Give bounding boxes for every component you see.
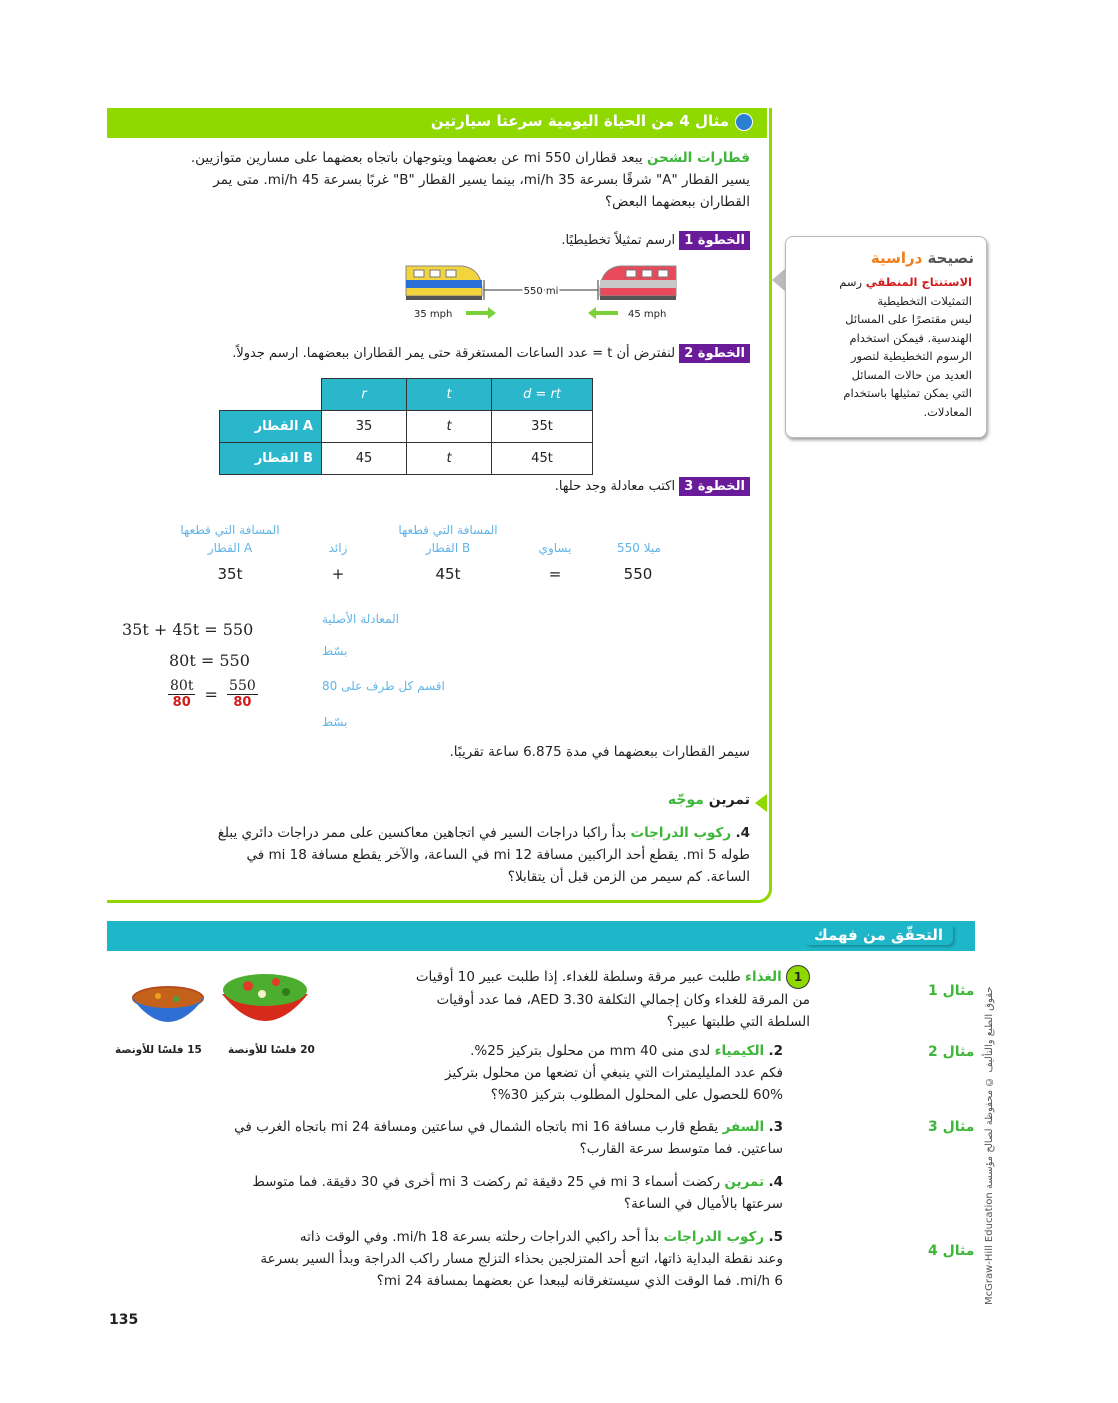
solution-note-2: بسّط: [322, 644, 348, 658]
tip-title-a: نصيحة: [927, 249, 974, 267]
question-3: [150, 1116, 783, 1160]
step-1: [561, 231, 750, 250]
verbal-distance-b: [378, 521, 518, 557]
problem-title: قطارات الشحن: [646, 150, 750, 166]
question-topic: ركوب الدراجات: [630, 825, 732, 841]
verbal-label: المسافة التي قطعها: [398, 523, 498, 537]
salad-bowl-icon: [222, 974, 308, 1021]
eq-term: 45t: [435, 565, 461, 583]
table-row: [220, 411, 593, 443]
question-line: طلبت عبير مرقة وسلطة للغداء. إذا طلبت عبير 10 أوقيات: [415, 969, 741, 985]
solution-line-1: 35t + 45t = 550: [122, 620, 254, 639]
table-cell: 45: [322, 443, 407, 475]
tip-line: المعادلات.: [923, 404, 972, 419]
speed-b-label: 45 mph: [628, 309, 667, 320]
row-label: القطار B: [220, 443, 322, 475]
tip-line: التي يمكن تمثيلها باستخدام: [843, 386, 972, 400]
question-line: فكم عدد المليليمترات التي ينبغي أن تضعها من محلول بتركيز: [445, 1065, 783, 1081]
question-number: 3.: [768, 1119, 783, 1135]
problem-line: يبعد قطاران 550 mi عن بعضهما ويتوجهان باتجاه بعضهما على مسارين متوازيين.: [190, 150, 643, 166]
fraction-numerator: 550: [229, 678, 256, 694]
question-2: [380, 1040, 783, 1106]
guided-title-a: تمرين: [708, 792, 750, 808]
question-line: ساعتين. فما متوسط سرعة القارب؟: [579, 1141, 783, 1157]
example-problem: [125, 147, 750, 213]
eq-term: 35t: [217, 565, 243, 583]
table-header: d = rt: [492, 379, 593, 411]
step-1-text: ارسم تمثيلاً تخطيطيًا.: [561, 233, 676, 248]
question-line: لدى منى 40 mm من محلول بتركيز 25%.: [470, 1043, 711, 1059]
question-line: 6 mi/h. فما الوقت الذي سيستغرقانه ليبعدا عن بعضهما بمسافة 24 mi؟: [376, 1273, 783, 1289]
solution-line-3: [168, 678, 258, 710]
question-number-badge: 1: [786, 965, 810, 989]
question-1: [320, 965, 810, 1033]
step-3-text: اكتب معادلة وجد حلها.: [554, 479, 676, 494]
guided-title-b: موجّه: [667, 792, 704, 808]
left-arrow-icon: [588, 307, 618, 319]
step-2-badge: الخطوة 2: [679, 344, 750, 363]
guided-practice-title: [600, 792, 750, 808]
question-line: بدأ راكبا دراجات السير في اتجاهين معاكسين على ممر دراجات دائري يبلغ: [217, 825, 627, 841]
tip-line: التمثيلات التخطيطية: [877, 293, 972, 308]
question-line: من المرقة للغداء وكان إجمالي التكلفة 3.30 AED، فما عدد أوقيات: [436, 992, 810, 1008]
tip-line: الرسوم التخطيطية لتصور: [850, 349, 972, 363]
verbal-equals: يساوي: [538, 541, 572, 555]
question-line: 60% للحصول على المحلول المطلوب بتركيز 30%؟: [490, 1087, 783, 1103]
tip-body: [786, 271, 986, 423]
table-cell: 35: [322, 411, 407, 443]
fraction-denominator: 80: [233, 695, 252, 710]
tip-title-b: دراسية: [870, 249, 923, 267]
example-header-text: مثال 4 من الحياة اليومية سرعتا سيارتين: [430, 112, 729, 130]
soup-bowl-icon: [132, 986, 204, 1022]
verbal-plus: زائد: [328, 541, 348, 555]
question-topic: ركوب الدراجات: [663, 1229, 765, 1245]
example-ref-2: مثال 2: [928, 1044, 975, 1060]
speed-a-label: 35 mph: [414, 309, 453, 320]
tip-lead: الاستنتاج المنطقي: [865, 275, 972, 289]
table-header: t: [407, 379, 492, 411]
fraction-right: [227, 678, 258, 710]
fraction-denominator: 80: [172, 695, 191, 710]
train-b-icon: [600, 266, 676, 300]
tip-line: العديد من حالات المسائل: [851, 367, 972, 382]
verbal-distance-a: [160, 521, 300, 557]
question-number: 2.: [768, 1043, 783, 1059]
question-line: الساعة. كم سيمر من الزمن قبل أن يتقابلا؟: [507, 869, 750, 885]
solution-note-3: اقسم كل طرف على 80: [322, 679, 445, 693]
globe-icon: [735, 113, 753, 131]
question-topic: تمرين: [724, 1174, 765, 1190]
page-number: 135: [109, 1312, 139, 1328]
eq-plus: +: [331, 565, 345, 583]
soup-price: 15 فلسًا للأونصة: [115, 1044, 202, 1056]
problem-line: يسير القطار "A" شرقًا بسرعة 35 mi/h، بينما يسير القطار "B" غربًا بسرعة 45 mi/h. متى يمر: [213, 172, 750, 188]
question-topic: السفر: [722, 1119, 765, 1135]
tip-title: [786, 237, 986, 271]
example-ref-1: مثال 1: [928, 983, 975, 999]
distance-label: 550 mi: [523, 286, 559, 297]
solution-note-4: بسّط: [322, 715, 348, 729]
solution-note-1: المعادلة الأصلية: [322, 612, 400, 626]
question-number: 4.: [768, 1174, 783, 1190]
step-2: [232, 344, 750, 363]
salad-price: 20 فلسًا للأونصة: [228, 1044, 315, 1056]
question-topic: الكيمياء: [714, 1043, 765, 1059]
right-arrow-icon: [466, 307, 496, 319]
copyright-side-text: McGraw-Hill Education حقوق الطبع والتأليف © محفوظة لصالح مؤسسة: [984, 986, 995, 1305]
question-topic: الغذاء: [745, 969, 782, 985]
conclusion: سيمر القطارات ببعضهما في مدة 6.875 ساعة تقريبًا.: [449, 744, 750, 760]
table-row: [220, 443, 593, 475]
question-line: السلطة التي طلبتها عبير؟: [666, 1014, 810, 1030]
verbal-total: 550 ميلا: [617, 541, 661, 555]
example-box: [107, 108, 772, 903]
question-line: يقطع قارب مسافة 16 mi باتجاه الشمال في ساعتين ومسافة 24 mi باتجاه الغرب في: [234, 1119, 719, 1135]
example-ref-4: مثال 4: [928, 1243, 975, 1259]
train-diagram: [400, 258, 690, 324]
table-header-row: [220, 379, 593, 411]
table-cell: t: [407, 411, 492, 443]
study-tip: [785, 236, 987, 438]
question-line: سرعتها بالأميال في الساعة؟: [623, 1196, 783, 1212]
train-a-icon: [406, 266, 482, 300]
rate-table: [219, 378, 593, 475]
verbal-label: المسافة التي قطعها: [180, 523, 280, 537]
tip-line: الهندسية. فيمكن استخدام: [849, 330, 972, 345]
question-4: [150, 1171, 783, 1215]
solution-line-2: 80t = 550: [169, 651, 250, 670]
question-number: 4.: [735, 825, 750, 841]
table-header: r: [322, 379, 407, 411]
tip-pointer: [772, 268, 786, 292]
fraction-left: [168, 678, 195, 710]
eq-total: 550: [623, 565, 653, 583]
question-line: وعند نقطة البداية ذاتها، اتبع أحد المتزلجين بحذاء التزلج مسار راكب الدراجة وبدأ السير بسرعة: [260, 1251, 783, 1267]
tip-line: رسم: [839, 275, 863, 289]
check-understanding-title: التحقّق من فهمك: [804, 925, 953, 945]
verbal-label: القطار B: [425, 541, 471, 555]
step-1-badge: الخطوة 1: [679, 231, 750, 250]
example-ref-3: مثال 3: [928, 1119, 975, 1135]
verbal-label: القطار A: [207, 541, 253, 555]
step-2-text: لنفترض أن t = عدد الساعات المستغرقة حتى يمر القطاران ببعضهما. ارسم جدولاً.: [232, 346, 676, 361]
row-label: القطار A: [220, 411, 322, 443]
problem-line: القطاران ببعضهما البعض؟: [605, 194, 750, 210]
step-3-badge: الخطوة 3: [679, 477, 750, 496]
check-understanding-bar: [107, 921, 975, 951]
question-number: 5.: [768, 1229, 783, 1245]
example-header: [107, 108, 767, 138]
table-cell: 35t: [492, 411, 593, 443]
step-3: [555, 477, 750, 496]
equals-sign: =: [204, 684, 218, 704]
question-5: [130, 1226, 783, 1292]
table-cell: 45t: [492, 443, 593, 475]
fraction-numerator: 80t: [170, 678, 194, 694]
guided-pointer: [755, 794, 767, 812]
question-line: ركضت أسماء 3 mi في 25 دقيقة ثم ركضت 3 mi أخرى في 30 دقيقة. فما متوسط: [252, 1174, 721, 1190]
tip-line: ليس مقتصرًا على المسائل: [845, 312, 972, 326]
eq-equals: =: [548, 565, 562, 583]
bowls-illustration: [130, 968, 320, 1040]
guided-problem: [125, 822, 750, 888]
table-cell: t: [407, 443, 492, 475]
question-line: طوله 5 mi. يقطع أحد الراكبين مسافة 12 mi في الساعة، والآخر يقطع مسافة 18 mi في: [246, 847, 750, 863]
question-line: بدأ أحد راكبي الدراجات رحلته بسرعة 18 mi/h. وفي الوقت ذاته: [299, 1229, 660, 1245]
